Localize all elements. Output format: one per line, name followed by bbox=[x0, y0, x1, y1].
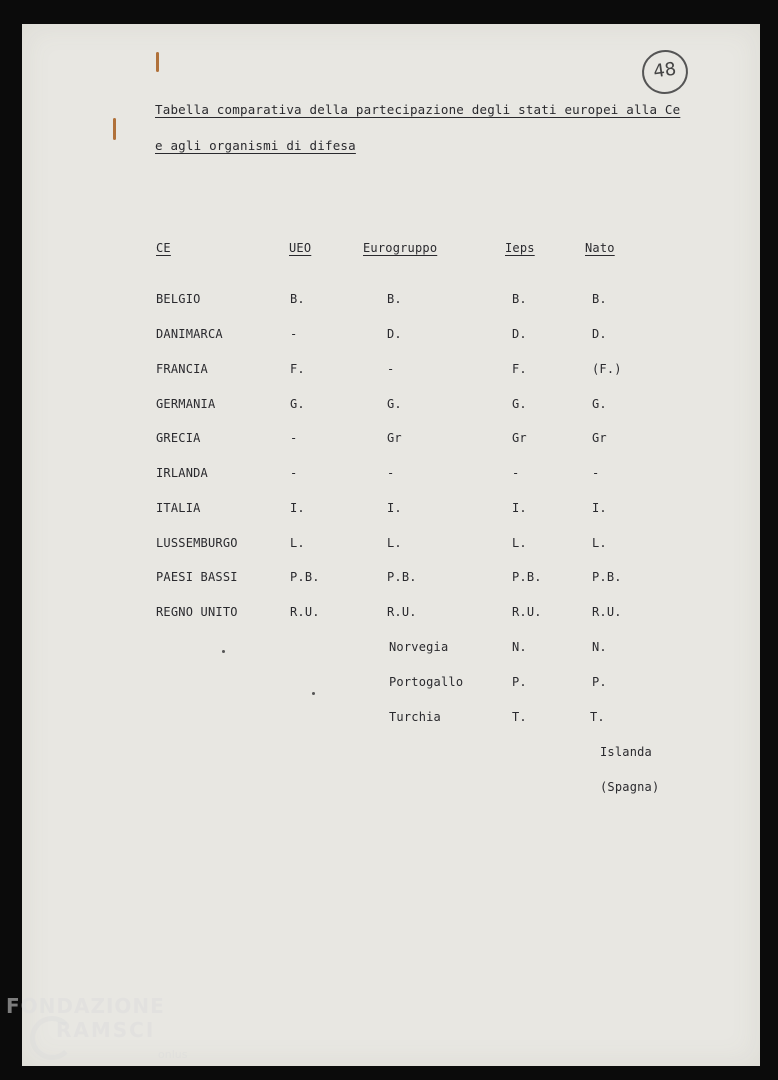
membership-cell: P.B. bbox=[512, 570, 542, 584]
country-name-cell: IRLANDA bbox=[156, 466, 208, 480]
country-name-cell: GRECIA bbox=[156, 431, 201, 445]
membership-cell: P. bbox=[592, 675, 607, 689]
membership-cell: - bbox=[290, 327, 298, 341]
membership-cell: B. bbox=[592, 292, 607, 306]
membership-cell: B. bbox=[290, 292, 305, 306]
country-name-cell: GERMANIA bbox=[156, 397, 216, 411]
membership-cell: Gr bbox=[592, 431, 607, 445]
membership-cell: L. bbox=[592, 536, 607, 550]
membership-cell: T. bbox=[512, 710, 527, 724]
membership-cell: I. bbox=[592, 501, 607, 515]
membership-cell: P.B. bbox=[387, 570, 417, 584]
watermark-line3: onlus bbox=[158, 1048, 188, 1061]
membership-cell: Gr bbox=[387, 431, 402, 445]
watermark-line1: FONDAZIONE bbox=[6, 994, 165, 1018]
membership-cell: I. bbox=[387, 501, 402, 515]
country-name-cell: BELGIO bbox=[156, 292, 201, 306]
membership-cell: (Spagna) bbox=[600, 780, 660, 794]
membership-cell: N. bbox=[512, 640, 527, 654]
watermark-line2: RAMSCI bbox=[56, 1018, 156, 1042]
membership-cell: G. bbox=[387, 397, 402, 411]
membership-cell: - bbox=[290, 466, 298, 480]
country-name-cell: ITALIA bbox=[156, 501, 201, 515]
membership-cell: F. bbox=[290, 362, 305, 376]
membership-cell: Norvegia bbox=[389, 640, 449, 654]
membership-cell: Turchia bbox=[389, 710, 441, 724]
membership-cell: - bbox=[387, 466, 395, 480]
membership-cell: I. bbox=[290, 501, 305, 515]
column-header: Eurogruppo bbox=[363, 241, 438, 255]
country-name-cell: PAESI BASSI bbox=[156, 570, 238, 584]
membership-cell: Gr bbox=[512, 431, 527, 445]
column-header: Nato bbox=[585, 241, 615, 255]
membership-cell: F. bbox=[512, 362, 527, 376]
membership-cell: L. bbox=[290, 536, 305, 550]
membership-cell: D. bbox=[387, 327, 402, 341]
margin-mark bbox=[156, 52, 159, 72]
membership-cell: R.U. bbox=[387, 605, 417, 619]
membership-cell: - bbox=[592, 466, 600, 480]
membership-cell: P. bbox=[512, 675, 527, 689]
membership-cell: - bbox=[290, 431, 298, 445]
margin-mark bbox=[113, 118, 116, 140]
country-name-cell: REGNO UNITO bbox=[156, 605, 238, 619]
country-name-cell: LUSSEMBURGO bbox=[156, 536, 238, 550]
membership-cell: P.B. bbox=[592, 570, 622, 584]
membership-cell: G. bbox=[512, 397, 527, 411]
membership-cell: Islanda bbox=[600, 745, 652, 759]
membership-cell: I. bbox=[512, 501, 527, 515]
membership-cell: R.U. bbox=[290, 605, 320, 619]
membership-cell: T. bbox=[590, 710, 605, 724]
page-number-stamp: 48 bbox=[639, 47, 691, 97]
country-name-cell: DANIMARCA bbox=[156, 327, 223, 341]
membership-cell: - bbox=[387, 362, 395, 376]
membership-cell: (F.) bbox=[592, 362, 622, 376]
membership-cell: G. bbox=[592, 397, 607, 411]
column-header: UEO bbox=[289, 241, 312, 255]
document-title-line1: Tabella comparativa della partecipazione degli stati europei alla Ce bbox=[155, 102, 681, 117]
membership-cell: L. bbox=[512, 536, 527, 550]
membership-cell: P.B. bbox=[290, 570, 320, 584]
membership-cell: G. bbox=[290, 397, 305, 411]
country-name-cell: FRANCIA bbox=[156, 362, 208, 376]
membership-cell: D. bbox=[592, 327, 607, 341]
membership-cell: R.U. bbox=[592, 605, 622, 619]
membership-cell: R.U. bbox=[512, 605, 542, 619]
membership-cell: L. bbox=[387, 536, 402, 550]
document-title-line2: e agli organismi di difesa bbox=[155, 138, 356, 153]
column-header: CE bbox=[156, 241, 171, 255]
ink-speck bbox=[222, 650, 225, 653]
membership-cell: N. bbox=[592, 640, 607, 654]
membership-cell: D. bbox=[512, 327, 527, 341]
membership-cell: Portogallo bbox=[389, 675, 464, 689]
membership-cell: - bbox=[512, 466, 520, 480]
ink-speck bbox=[312, 692, 315, 695]
membership-cell: B. bbox=[387, 292, 402, 306]
membership-cell: B. bbox=[512, 292, 527, 306]
column-header: Ieps bbox=[505, 241, 535, 255]
